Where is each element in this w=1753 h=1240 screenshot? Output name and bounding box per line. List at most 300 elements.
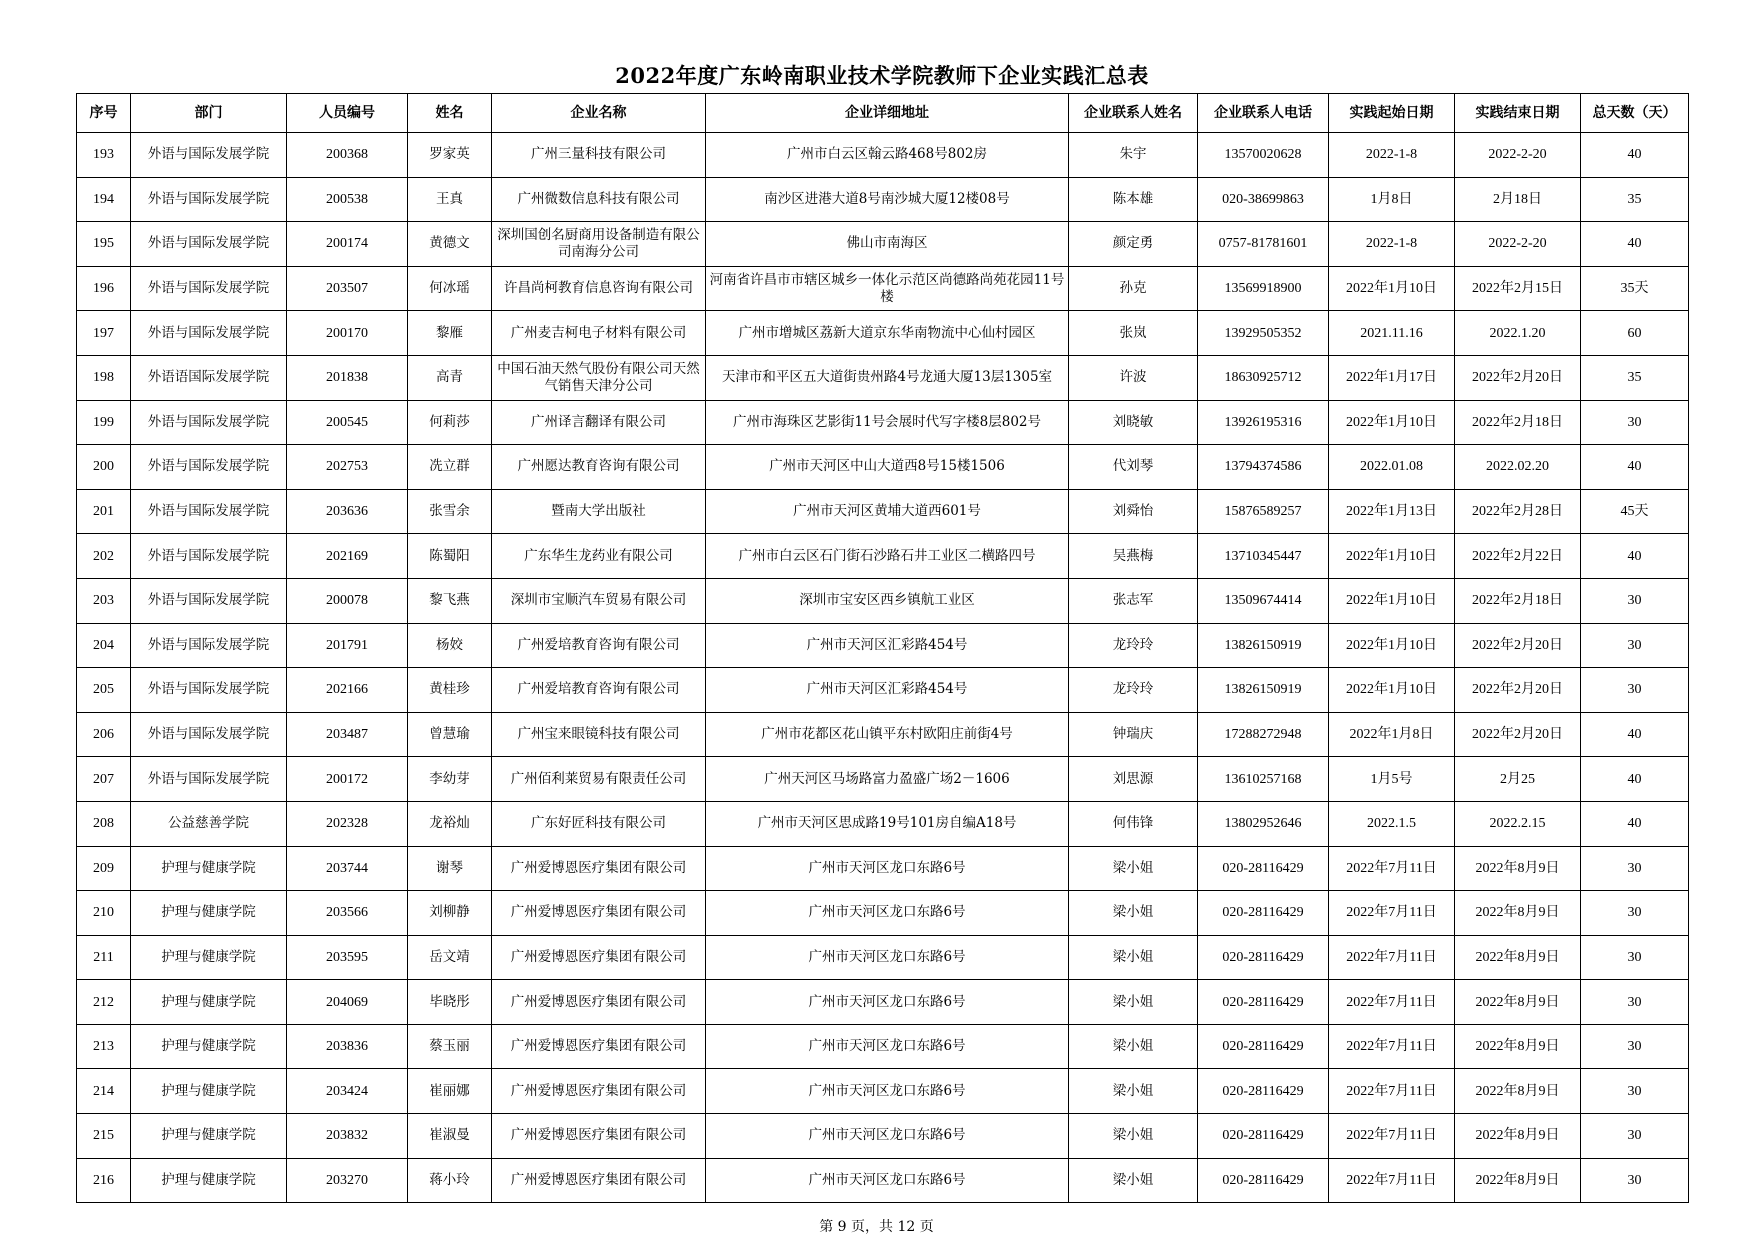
cell-start-date: 2022年7月11日	[1329, 980, 1455, 1025]
table-row	[77, 489, 1689, 534]
cell-staff-id: 200174	[287, 222, 408, 267]
cell-contact-phone: 13610257168	[1198, 757, 1329, 802]
cell-contact-name: 刘舜怡	[1069, 489, 1198, 534]
cell-contact-name: 梁小姐	[1069, 846, 1198, 891]
cell-name: 谢琴	[408, 846, 492, 891]
cell-contact-phone: 020-28116429	[1198, 846, 1329, 891]
cell-company: 广州译言翻译有限公司	[492, 400, 706, 445]
cell-contact-name: 钟瑞庆	[1069, 712, 1198, 757]
cell-contact-phone: 13509674414	[1198, 578, 1329, 623]
cell-index: 195	[77, 222, 131, 267]
cell-contact-name: 梁小姐	[1069, 1069, 1198, 1114]
cell-start-date: 1月8日	[1329, 177, 1455, 222]
table-row	[77, 266, 1689, 311]
cell-end-date: 2022.02.20	[1455, 445, 1581, 490]
cell-end-date: 2022年2月20日	[1455, 712, 1581, 757]
cell-end-date: 2022年2月20日	[1455, 668, 1581, 713]
cell-name: 李幼芽	[408, 757, 492, 802]
table-row	[77, 445, 1689, 490]
cell-name: 杨姣	[408, 623, 492, 668]
page-footer: 第 9 页，共 12 页	[819, 1219, 934, 1235]
cell-contact-phone: 020-38699863	[1198, 177, 1329, 222]
col-header-name: 姓名	[408, 94, 492, 133]
cell-total-days: 30	[1581, 980, 1689, 1025]
cell-total-days: 40	[1581, 712, 1689, 757]
cell-name: 黄桂珍	[408, 668, 492, 713]
cell-contact-name: 梁小姐	[1069, 1114, 1198, 1159]
col-header-department: 部门	[131, 94, 287, 133]
cell-name: 黄德文	[408, 222, 492, 267]
cell-index: 201	[77, 489, 131, 534]
cell-company: 许昌尚柯教育信息咨询有限公司	[492, 266, 706, 311]
cell-end-date: 2022年8月9日	[1455, 1158, 1581, 1203]
cell-index: 206	[77, 712, 131, 757]
cell-company: 广州愿达教育咨询有限公司	[492, 445, 706, 490]
cell-total-days: 30	[1581, 578, 1689, 623]
cell-address: 广州市天河区龙口东路6号	[706, 891, 1069, 936]
cell-end-date: 2022年8月9日	[1455, 1024, 1581, 1069]
table-row	[77, 980, 1689, 1025]
cell-contact-name: 陈本雄	[1069, 177, 1198, 222]
cell-start-date: 2022年7月11日	[1329, 846, 1455, 891]
cell-address: 南沙区进港大道8号南沙城大厦12楼08号	[706, 177, 1069, 222]
table-row	[77, 623, 1689, 668]
cell-end-date: 2022年2月28日	[1455, 489, 1581, 534]
cell-index: 197	[77, 311, 131, 356]
cell-address: 广州市天河区汇彩路454号	[706, 668, 1069, 713]
cell-contact-phone: 13710345447	[1198, 534, 1329, 579]
cell-contact-phone: 020-28116429	[1198, 1024, 1329, 1069]
cell-contact-name: 张志军	[1069, 578, 1198, 623]
cell-name: 张雪余	[408, 489, 492, 534]
cell-address: 广州市白云区石门街石沙路石井工业区二横路四号	[706, 534, 1069, 579]
cell-name: 冼立群	[408, 445, 492, 490]
cell-staff-id: 203424	[287, 1069, 408, 1114]
cell-total-days: 60	[1581, 311, 1689, 356]
cell-name: 黎飞燕	[408, 578, 492, 623]
table-row	[77, 578, 1689, 623]
cell-start-date: 2022.1.5	[1329, 801, 1455, 846]
table-row	[77, 1069, 1689, 1114]
cell-contact-name: 代刘琴	[1069, 445, 1198, 490]
cell-start-date: 2022年7月11日	[1329, 1158, 1455, 1203]
cell-staff-id: 203507	[287, 266, 408, 311]
cell-address: 广州市天河区龙口东路6号	[706, 846, 1069, 891]
cell-index: 200	[77, 445, 131, 490]
cell-department: 外语与国际发展学院	[131, 712, 287, 757]
cell-start-date: 2022年1月13日	[1329, 489, 1455, 534]
cell-index: 216	[77, 1158, 131, 1203]
table-row	[77, 846, 1689, 891]
cell-address: 广州市海珠区艺影街11号会展时代写字楼8层802号	[706, 400, 1069, 445]
cell-index: 211	[77, 935, 131, 980]
cell-address: 广州市天河区龙口东路6号	[706, 1024, 1069, 1069]
cell-company: 广州爱博恩医疗集团有限公司	[492, 980, 706, 1025]
cell-staff-id: 203487	[287, 712, 408, 757]
cell-contact-name: 龙玲玲	[1069, 668, 1198, 713]
cell-staff-id: 200368	[287, 133, 408, 178]
table-row	[77, 712, 1689, 757]
cell-end-date: 2022年8月9日	[1455, 980, 1581, 1025]
cell-address: 广州天河区马场路富力盈盛广场2－1606	[706, 757, 1069, 802]
cell-address: 深圳市宝安区西乡镇航工业区	[706, 578, 1069, 623]
page-title: 2022年度广东岭南职业技术学院教师下企业实践汇总表	[615, 63, 1149, 88]
cell-index: 203	[77, 578, 131, 623]
cell-start-date: 2022年1月10日	[1329, 668, 1455, 713]
cell-company: 广州宝来眼镜科技有限公司	[492, 712, 706, 757]
cell-total-days: 40	[1581, 534, 1689, 579]
cell-index: 212	[77, 980, 131, 1025]
cell-end-date: 2022-2-20	[1455, 133, 1581, 178]
cell-department: 护理与健康学院	[131, 1069, 287, 1114]
cell-index: 209	[77, 846, 131, 891]
cell-total-days: 30	[1581, 1069, 1689, 1114]
cell-name: 崔淑曼	[408, 1114, 492, 1159]
cell-contact-phone: 13926195316	[1198, 400, 1329, 445]
cell-contact-phone: 13929505352	[1198, 311, 1329, 356]
cell-address: 广州市白云区翰云路468号802房	[706, 133, 1069, 178]
cell-start-date: 2022年7月11日	[1329, 891, 1455, 936]
cell-index: 199	[77, 400, 131, 445]
col-header-end-date: 实践结束日期	[1455, 94, 1581, 133]
cell-index: 205	[77, 668, 131, 713]
cell-company: 广州三量科技有限公司	[492, 133, 706, 178]
cell-total-days: 40	[1581, 801, 1689, 846]
cell-end-date: 2022年2月15日	[1455, 266, 1581, 311]
cell-total-days: 30	[1581, 400, 1689, 445]
cell-department: 外语与国际发展学院	[131, 400, 287, 445]
cell-end-date: 2022年8月9日	[1455, 1069, 1581, 1114]
cell-start-date: 2022.01.08	[1329, 445, 1455, 490]
cell-company: 广州爱博恩医疗集团有限公司	[492, 1069, 706, 1114]
cell-contact-name: 何伟锋	[1069, 801, 1198, 846]
cell-contact-name: 刘晓敏	[1069, 400, 1198, 445]
cell-department: 外语与国际发展学院	[131, 177, 287, 222]
col-header-index: 序号	[77, 94, 131, 133]
cell-company: 深圳国创名厨商用设备制造有限公司南海分公司	[492, 222, 706, 267]
cell-end-date: 2022年2月18日	[1455, 400, 1581, 445]
table-row	[77, 355, 1689, 400]
cell-company: 广州爱博恩医疗集团有限公司	[492, 1114, 706, 1159]
cell-index: 198	[77, 355, 131, 400]
cell-department: 外语与国际发展学院	[131, 133, 287, 178]
cell-contact-name: 龙玲玲	[1069, 623, 1198, 668]
cell-contact-name: 许波	[1069, 355, 1198, 400]
cell-name: 毕晓彤	[408, 980, 492, 1025]
cell-contact-phone: 13794374586	[1198, 445, 1329, 490]
cell-contact-name: 梁小姐	[1069, 980, 1198, 1025]
cell-contact-phone: 020-28116429	[1198, 1158, 1329, 1203]
cell-department: 外语与国际发展学院	[131, 578, 287, 623]
cell-contact-phone: 020-28116429	[1198, 1069, 1329, 1114]
cell-address: 广州市增城区荔新大道京东华南物流中心仙村园区	[706, 311, 1069, 356]
cell-name: 龙裕灿	[408, 801, 492, 846]
cell-staff-id: 201838	[287, 355, 408, 400]
cell-end-date: 2022.1.20	[1455, 311, 1581, 356]
cell-contact-phone: 0757-81781601	[1198, 222, 1329, 267]
table-row	[77, 311, 1689, 356]
cell-contact-name: 孙克	[1069, 266, 1198, 311]
cell-total-days: 30	[1581, 623, 1689, 668]
cell-end-date: 2022年2月20日	[1455, 623, 1581, 668]
cell-contact-phone: 18630925712	[1198, 355, 1329, 400]
cell-name: 蒋小玲	[408, 1158, 492, 1203]
cell-company: 广州微数信息科技有限公司	[492, 177, 706, 222]
cell-index: 202	[77, 534, 131, 579]
cell-total-days: 30	[1581, 846, 1689, 891]
cell-name: 蔡玉丽	[408, 1024, 492, 1069]
col-header-address: 企业详细地址	[706, 94, 1069, 133]
cell-company: 广州佰利莱贸易有限责任公司	[492, 757, 706, 802]
cell-staff-id: 200172	[287, 757, 408, 802]
cell-start-date: 2022年1月10日	[1329, 578, 1455, 623]
table-row	[77, 400, 1689, 445]
cell-company: 广州爱培教育咨询有限公司	[492, 623, 706, 668]
cell-total-days: 40	[1581, 133, 1689, 178]
cell-staff-id: 201791	[287, 623, 408, 668]
table-row	[77, 757, 1689, 802]
cell-company: 广州爱博恩医疗集团有限公司	[492, 935, 706, 980]
cell-index: 194	[77, 177, 131, 222]
cell-department: 外语与国际发展学院	[131, 534, 287, 579]
cell-start-date: 2022年7月11日	[1329, 935, 1455, 980]
cell-index: 210	[77, 891, 131, 936]
cell-total-days: 40	[1581, 445, 1689, 490]
cell-address: 广州市天河区龙口东路6号	[706, 1069, 1069, 1114]
cell-contact-name: 吴燕梅	[1069, 534, 1198, 579]
cell-address: 广州市天河区思成路19号101房自编A18号	[706, 801, 1069, 846]
cell-address: 广州市天河区龙口东路6号	[706, 1158, 1069, 1203]
cell-address: 广州市花都区花山镇平东村欧阳庄前街4号	[706, 712, 1069, 757]
cell-department: 外语与国际发展学院	[131, 445, 287, 490]
cell-total-days: 35	[1581, 177, 1689, 222]
cell-address: 广州市天河区龙口东路6号	[706, 935, 1069, 980]
cell-start-date: 2022-1-8	[1329, 133, 1455, 178]
cell-total-days: 30	[1581, 935, 1689, 980]
table-row	[77, 133, 1689, 178]
cell-index: 213	[77, 1024, 131, 1069]
cell-total-days: 30	[1581, 1158, 1689, 1203]
cell-contact-name: 颜定勇	[1069, 222, 1198, 267]
cell-contact-name: 梁小姐	[1069, 891, 1198, 936]
cell-index: 214	[77, 1069, 131, 1114]
col-header-contact-phone: 企业联系人电话	[1198, 94, 1329, 133]
cell-total-days: 30	[1581, 1024, 1689, 1069]
cell-department: 护理与健康学院	[131, 1024, 287, 1069]
cell-name: 崔丽娜	[408, 1069, 492, 1114]
cell-staff-id: 200545	[287, 400, 408, 445]
col-header-start-date: 实践起始日期	[1329, 94, 1455, 133]
cell-department: 护理与健康学院	[131, 935, 287, 980]
cell-address: 广州市天河区中山大道西8号15楼1506	[706, 445, 1069, 490]
cell-company: 广州爱博恩医疗集团有限公司	[492, 891, 706, 936]
cell-staff-id: 202166	[287, 668, 408, 713]
cell-contact-phone: 15876589257	[1198, 489, 1329, 534]
cell-end-date: 2022年8月9日	[1455, 1114, 1581, 1159]
cell-department: 护理与健康学院	[131, 891, 287, 936]
cell-contact-phone: 13569918900	[1198, 266, 1329, 311]
cell-total-days: 40	[1581, 222, 1689, 267]
cell-contact-phone: 13826150919	[1198, 623, 1329, 668]
cell-start-date: 2022-1-8	[1329, 222, 1455, 267]
cell-staff-id: 203636	[287, 489, 408, 534]
cell-contact-name: 梁小姐	[1069, 1158, 1198, 1203]
cell-total-days: 35天	[1581, 266, 1689, 311]
cell-department: 外语与国际发展学院	[131, 311, 287, 356]
cell-company: 广州爱培教育咨询有限公司	[492, 668, 706, 713]
cell-staff-id: 203595	[287, 935, 408, 980]
cell-address: 天津市和平区五大道街贵州路4号龙通大厦13层1305室	[706, 355, 1069, 400]
cell-total-days: 40	[1581, 757, 1689, 802]
cell-staff-id: 203836	[287, 1024, 408, 1069]
cell-company: 暨南大学出版社	[492, 489, 706, 534]
cell-end-date: 2022年2月20日	[1455, 355, 1581, 400]
cell-contact-phone: 020-28116429	[1198, 1114, 1329, 1159]
cell-index: 193	[77, 133, 131, 178]
table-row	[77, 222, 1689, 267]
cell-contact-name: 梁小姐	[1069, 1024, 1198, 1069]
cell-staff-id: 200538	[287, 177, 408, 222]
cell-contact-phone: 020-28116429	[1198, 980, 1329, 1025]
cell-start-date: 2022年7月11日	[1329, 1069, 1455, 1114]
cell-company: 广州爱博恩医疗集团有限公司	[492, 1024, 706, 1069]
cell-end-date: 2022年2月18日	[1455, 578, 1581, 623]
cell-name: 何莉莎	[408, 400, 492, 445]
cell-contact-name: 朱宇	[1069, 133, 1198, 178]
cell-index: 207	[77, 757, 131, 802]
cell-end-date: 2月18日	[1455, 177, 1581, 222]
cell-start-date: 2022年1月8日	[1329, 712, 1455, 757]
cell-name: 王真	[408, 177, 492, 222]
cell-department: 护理与健康学院	[131, 980, 287, 1025]
cell-name: 陈蜀阳	[408, 534, 492, 579]
col-header-staff-id: 人员编号	[287, 94, 408, 133]
table-row	[77, 935, 1689, 980]
cell-start-date: 2022年1月10日	[1329, 534, 1455, 579]
cell-name: 曾慧瑜	[408, 712, 492, 757]
cell-staff-id: 203270	[287, 1158, 408, 1203]
cell-start-date: 2022年1月17日	[1329, 355, 1455, 400]
cell-department: 公益慈善学院	[131, 801, 287, 846]
cell-department: 外语与国际发展学院	[131, 623, 287, 668]
cell-index: 196	[77, 266, 131, 311]
cell-contact-name: 张岚	[1069, 311, 1198, 356]
table-row	[77, 668, 1689, 713]
cell-contact-phone: 13826150919	[1198, 668, 1329, 713]
cell-staff-id: 203566	[287, 891, 408, 936]
table-header-row	[77, 94, 1689, 133]
cell-department: 外语与国际发展学院	[131, 489, 287, 534]
summary-table	[76, 93, 1689, 1203]
col-header-company: 企业名称	[492, 94, 706, 133]
cell-address: 河南省许昌市市辖区城乡一体化示范区尚德路尚苑花园11号楼	[706, 266, 1069, 311]
cell-total-days: 30	[1581, 1114, 1689, 1159]
cell-end-date: 2022年2月22日	[1455, 534, 1581, 579]
cell-name: 高青	[408, 355, 492, 400]
cell-end-date: 2022年8月9日	[1455, 935, 1581, 980]
cell-end-date: 2022-2-20	[1455, 222, 1581, 267]
cell-start-date: 2022年7月11日	[1329, 1024, 1455, 1069]
cell-staff-id: 202328	[287, 801, 408, 846]
cell-total-days: 35	[1581, 355, 1689, 400]
cell-company: 中国石油天然气股份有限公司天然气销售天津分公司	[492, 355, 706, 400]
cell-company: 广州麦吉柯电子材料有限公司	[492, 311, 706, 356]
cell-name: 刘柳静	[408, 891, 492, 936]
cell-name: 岳文靖	[408, 935, 492, 980]
cell-contact-phone: 13802952646	[1198, 801, 1329, 846]
cell-department: 外语与国际发展学院	[131, 757, 287, 802]
cell-staff-id: 202753	[287, 445, 408, 490]
cell-end-date: 2022年8月9日	[1455, 891, 1581, 936]
cell-contact-phone: 13570020628	[1198, 133, 1329, 178]
cell-address: 广州市天河区汇彩路454号	[706, 623, 1069, 668]
cell-start-date: 2021.11.16	[1329, 311, 1455, 356]
cell-department: 护理与健康学院	[131, 846, 287, 891]
cell-staff-id: 200078	[287, 578, 408, 623]
cell-contact-phone: 020-28116429	[1198, 891, 1329, 936]
cell-total-days: 45天	[1581, 489, 1689, 534]
cell-start-date: 2022年7月11日	[1329, 1114, 1455, 1159]
cell-address: 广州市天河区龙口东路6号	[706, 980, 1069, 1025]
cell-contact-name: 梁小姐	[1069, 935, 1198, 980]
cell-department: 外语语国际发展学院	[131, 355, 287, 400]
cell-name: 何冰瑶	[408, 266, 492, 311]
cell-department: 外语与国际发展学院	[131, 222, 287, 267]
table-row	[77, 891, 1689, 936]
cell-address: 广州市天河区黄埔大道西601号	[706, 489, 1069, 534]
cell-total-days: 30	[1581, 668, 1689, 713]
cell-contact-phone: 17288272948	[1198, 712, 1329, 757]
cell-address: 佛山市南海区	[706, 222, 1069, 267]
cell-department: 外语与国际发展学院	[131, 266, 287, 311]
cell-end-date: 2月25	[1455, 757, 1581, 802]
cell-index: 215	[77, 1114, 131, 1159]
cell-index: 204	[77, 623, 131, 668]
table-row	[77, 1158, 1689, 1203]
col-header-total-days: 总天数（天）	[1581, 94, 1689, 133]
cell-staff-id: 203832	[287, 1114, 408, 1159]
cell-end-date: 2022年8月9日	[1455, 846, 1581, 891]
cell-staff-id: 204069	[287, 980, 408, 1025]
cell-staff-id: 203744	[287, 846, 408, 891]
table-row	[77, 801, 1689, 846]
cell-start-date: 1月5号	[1329, 757, 1455, 802]
table-row	[77, 177, 1689, 222]
table-row	[77, 534, 1689, 579]
table-body	[77, 133, 1689, 1203]
cell-start-date: 2022年1月10日	[1329, 400, 1455, 445]
cell-department: 外语与国际发展学院	[131, 668, 287, 713]
cell-company: 深圳市宝顺汽车贸易有限公司	[492, 578, 706, 623]
cell-start-date: 2022年1月10日	[1329, 266, 1455, 311]
cell-end-date: 2022.2.15	[1455, 801, 1581, 846]
cell-total-days: 30	[1581, 891, 1689, 936]
cell-staff-id: 202169	[287, 534, 408, 579]
table-row	[77, 1024, 1689, 1069]
cell-name: 黎雁	[408, 311, 492, 356]
cell-address: 广州市天河区龙口东路6号	[706, 1114, 1069, 1159]
cell-company: 广东华生龙药业有限公司	[492, 534, 706, 579]
cell-contact-phone: 020-28116429	[1198, 935, 1329, 980]
cell-company: 广州爱博恩医疗集团有限公司	[492, 1158, 706, 1203]
cell-department: 护理与健康学院	[131, 1114, 287, 1159]
cell-name: 罗家英	[408, 133, 492, 178]
cell-department: 护理与健康学院	[131, 1158, 287, 1203]
cell-start-date: 2022年1月10日	[1329, 623, 1455, 668]
cell-company: 广东好匠科技有限公司	[492, 801, 706, 846]
cell-index: 208	[77, 801, 131, 846]
cell-company: 广州爱博恩医疗集团有限公司	[492, 846, 706, 891]
